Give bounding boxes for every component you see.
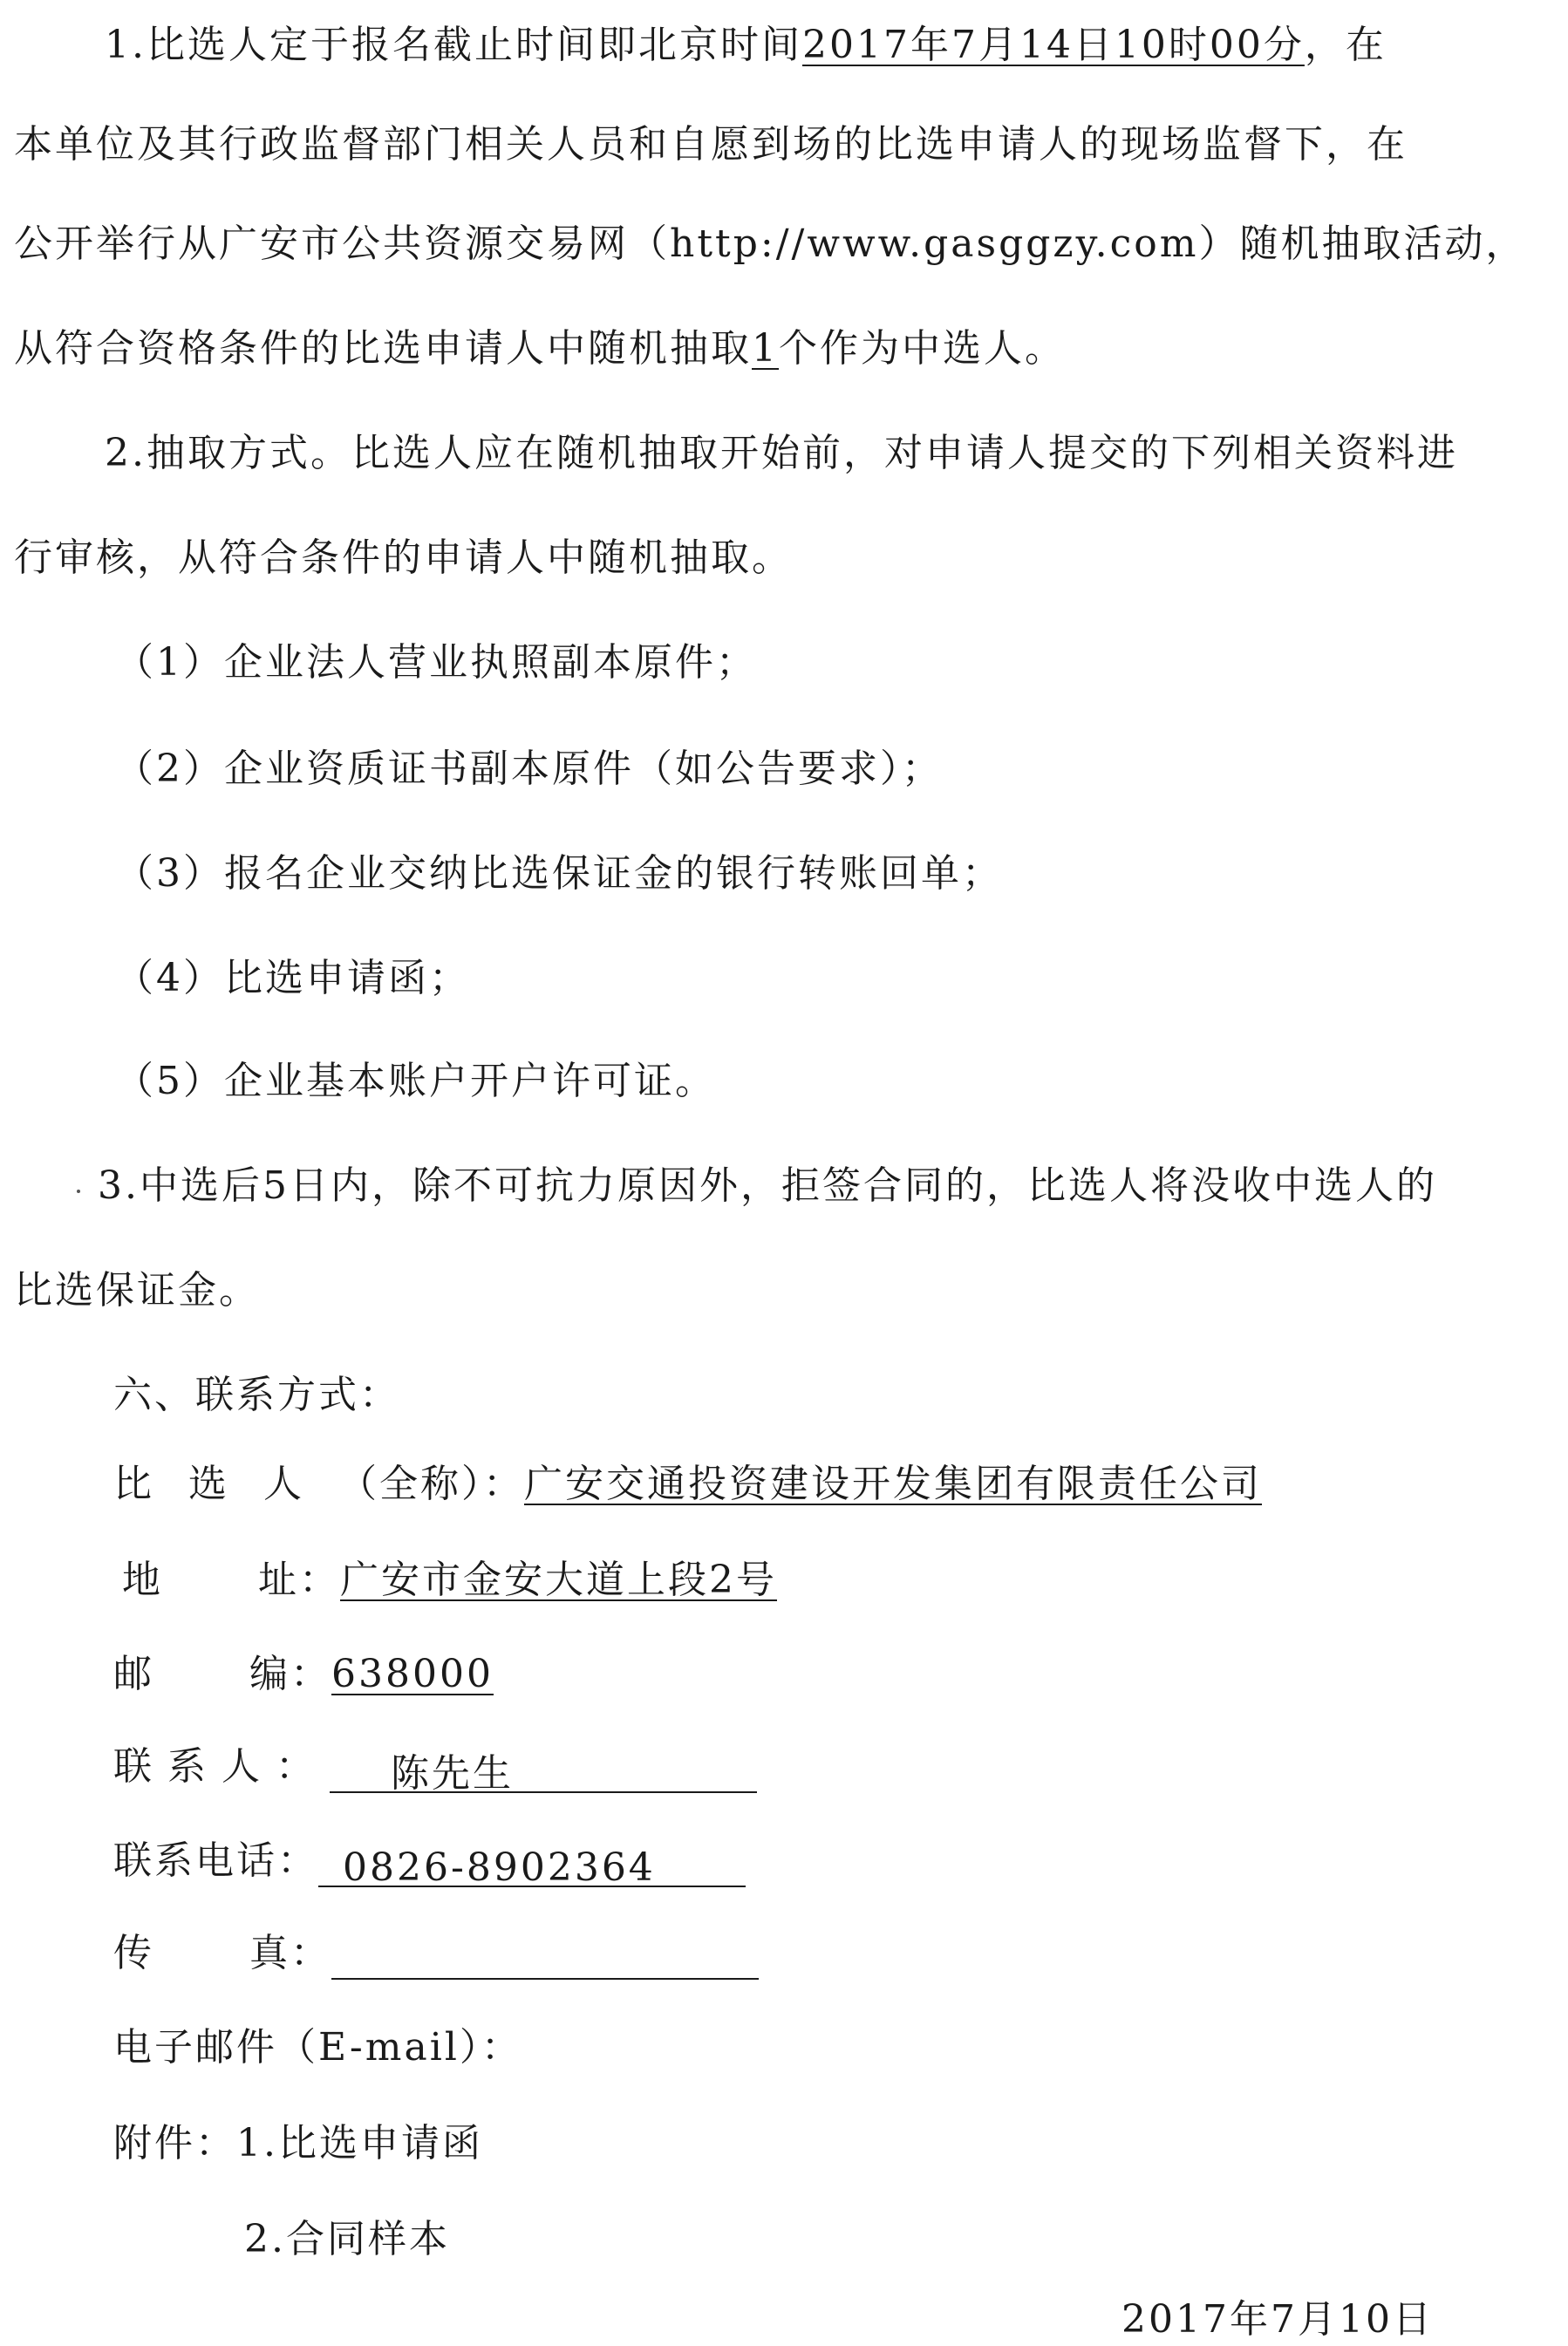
- phone-value: 0826-8902364: [343, 1845, 656, 1890]
- address-label-suffix: 址：: [258, 1558, 340, 1602]
- attachments-row: [113, 2118, 483, 2170]
- item1-line1: [105, 19, 1387, 72]
- address-value: 广安市金安大道上段2号: [340, 1558, 777, 1602]
- item1-line2: 本单位及其行政监督部门相关人员和自愿到场的比选申请人的现场监督下，在: [14, 122, 1408, 167]
- fax-label: 传: [113, 1931, 249, 1975]
- fax-field: [331, 1940, 759, 1980]
- postcode-row: [113, 1648, 494, 1701]
- doc-item-2: （2）企业资质证书副本原件（如公告要求）；: [115, 747, 943, 791]
- selector-name: 广安交通投资建设开发集团有限责任公司: [524, 1462, 1262, 1506]
- contact-person-field: [330, 1751, 757, 1796]
- item1-line4-suffix: 个作为中选人。: [779, 326, 1066, 371]
- doc-item-3: （3）报名企业交纳比选保证金的银行转账回单；: [115, 851, 1003, 896]
- item1-line4-prefix: 从符合资格条件的比选申请人中随机抽取: [14, 326, 752, 371]
- selector-label-suffix: （全称）：: [338, 1462, 524, 1506]
- contact-person-row: [113, 1741, 757, 1796]
- postcode-label-suffix: 编：: [249, 1652, 331, 1696]
- item2-line2: 行审核，从符合条件的申请人中随机抽取。: [14, 535, 793, 580]
- postcode-label: 邮: [113, 1652, 249, 1696]
- fax-label-suffix: 真：: [249, 1931, 331, 1975]
- fax-row: [113, 1927, 759, 1980]
- item3-line1: 3.中选后5日内，除不可抗力原因外，拒签合同的，比选人将没收中选人的: [98, 1163, 1437, 1208]
- deadline-date: 2017年7月14日10时00分: [801, 23, 1305, 67]
- item2-line1: 2.抽取方式。比选人应在随机抽取开始前，对申请人提交的下列相关资料进: [105, 431, 1458, 475]
- item1-prefix: 1.比选人定于报名截止时间即北京时间: [105, 23, 802, 67]
- email-label: 电子邮件（E-mail）：: [113, 2025, 522, 2070]
- doc-item-5: （5）企业基本账户开户许可证。: [115, 1059, 716, 1103]
- contact-person-value: 陈先生: [391, 1751, 514, 1796]
- phone-field: [318, 1845, 746, 1890]
- phone-row: [113, 1835, 746, 1890]
- selector-row: [113, 1458, 1262, 1511]
- address-label: 地: [122, 1558, 258, 1602]
- item1-suffix: ，在: [1304, 23, 1387, 67]
- attachment-item-2: 2.合同样本: [244, 2217, 450, 2261]
- doc-item-1: （1）企业法人营业执照副本原件；: [115, 640, 757, 685]
- item1-line3: 公开举行从广安市公共资源交易网（http://www.gasggzy.com）随机抽取活动，: [14, 222, 1527, 266]
- address-row: [122, 1554, 777, 1606]
- contact-heading: 六、联系方式：: [113, 1373, 400, 1417]
- signature-date: 2017年7月10日: [1121, 2297, 1434, 2342]
- email-row: [113, 2022, 522, 2074]
- contact-person-label: 联系人：: [113, 1744, 330, 1789]
- item3-line2: 比选保证金。: [14, 1268, 260, 1313]
- selection-count: 1: [752, 326, 779, 371]
- attachment-item-1: 1.比选申请函: [236, 2121, 483, 2165]
- phone-label: 联系电话：: [113, 1838, 318, 1883]
- attachments-label: 附件：: [113, 2121, 236, 2165]
- item1-line4: [14, 323, 1066, 375]
- doc-item-4: （4）比选申请函；: [115, 956, 470, 1000]
- postcode-value: 638000: [331, 1652, 494, 1696]
- scan-speck: [77, 1190, 80, 1193]
- selector-label: 比选人: [113, 1462, 338, 1506]
